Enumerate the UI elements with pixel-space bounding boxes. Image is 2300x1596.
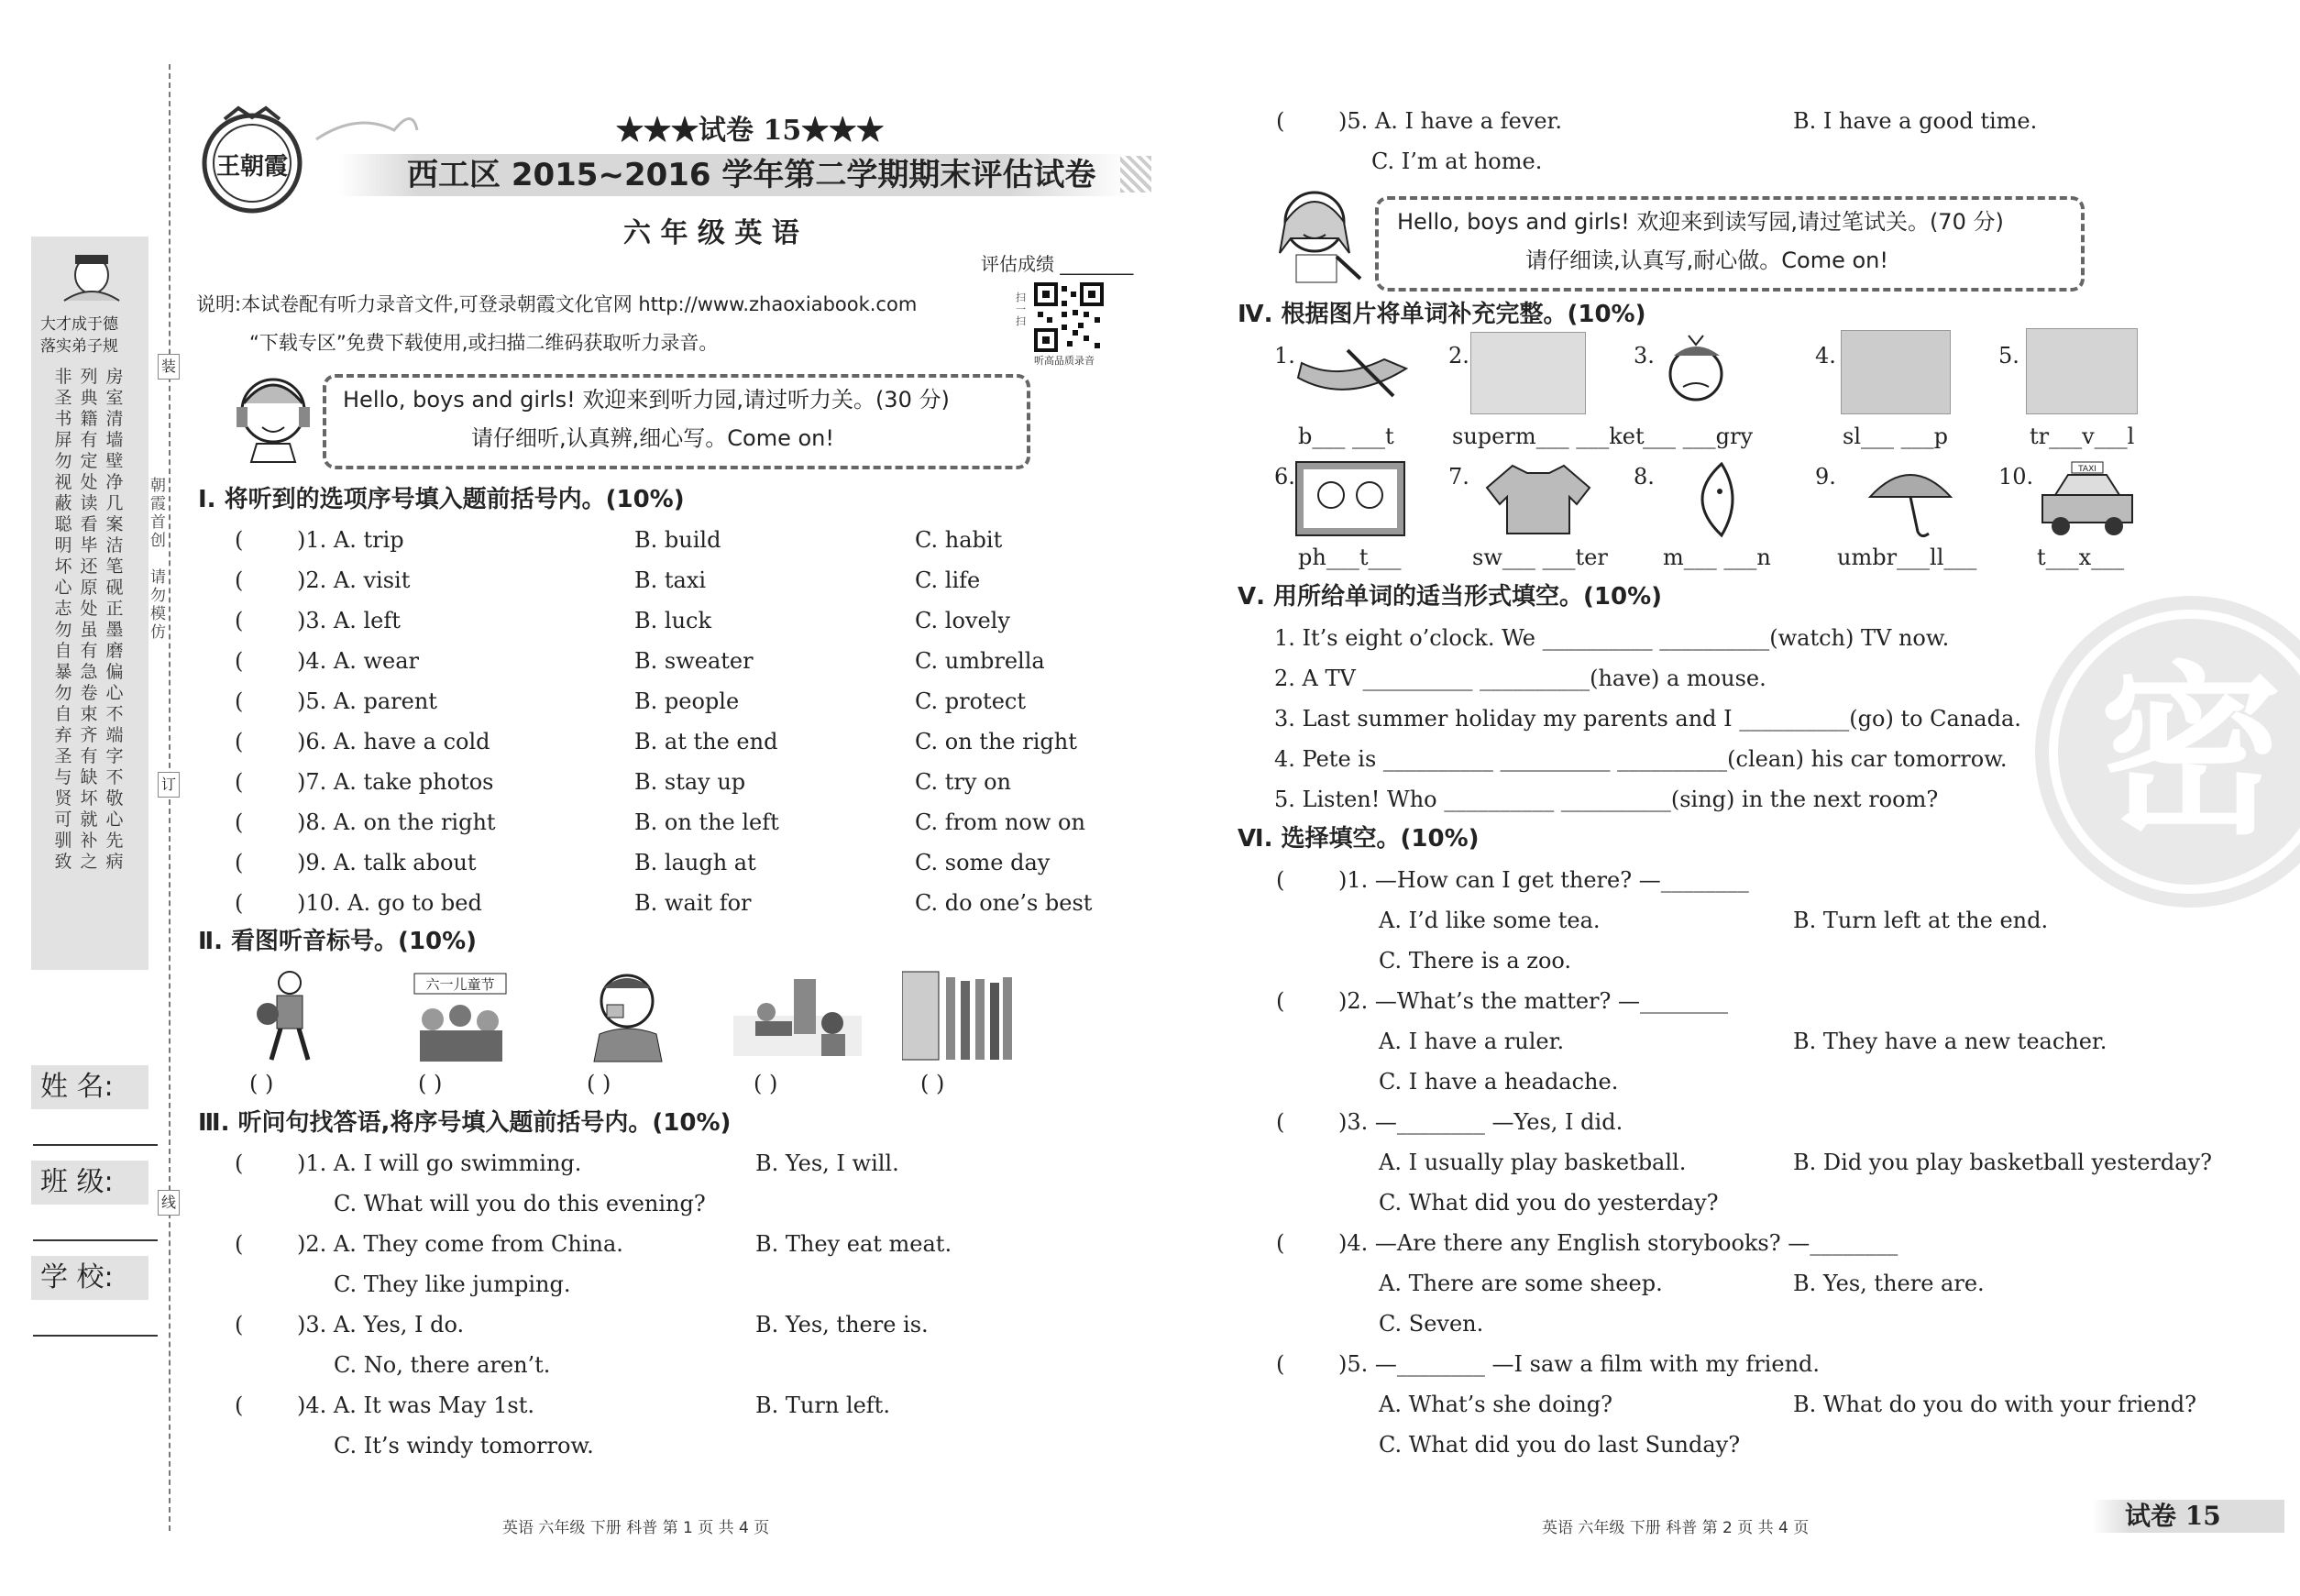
choice-question: )5. —________ —I saw a film with my friend. xyxy=(1338,1351,1821,1377)
umbrella-picture xyxy=(1865,458,1956,541)
question-option-a: )1. A. trip xyxy=(297,527,404,553)
question-option-b: B. sweater xyxy=(634,648,754,674)
section-1-heading: Ⅰ. 将听到的选项序号填入题前括号内。(10%) xyxy=(198,486,685,513)
question-option-b: B. stay up xyxy=(634,769,746,795)
fill-sentence[interactable]: 3. Last summer holiday my parents and I __________(go) to Canada. xyxy=(1274,706,2021,732)
exam-title: 西工区 2015~2016 学年第二学期期末评估试卷 xyxy=(407,157,1096,193)
ribbon-icon xyxy=(312,103,422,158)
question-option-a: )5. A. I have a fever. xyxy=(1338,108,1562,134)
moon-picture xyxy=(1679,458,1745,541)
question-option-c: C. I’m at home. xyxy=(1371,149,1543,174)
girl-headphones-icon xyxy=(229,367,321,468)
answer-paren[interactable]: ( xyxy=(235,688,244,714)
answer-paren[interactable]: ( xyxy=(1276,1109,1285,1135)
logo-text: 王朝霞 xyxy=(215,153,289,181)
answer-option-b: B. Turn left. xyxy=(755,1392,890,1418)
question-option-b: B. wait for xyxy=(634,890,752,916)
taking-photos-picture xyxy=(733,972,862,1060)
school-line[interactable] xyxy=(33,1335,158,1337)
confidential-stamp xyxy=(2026,587,2300,917)
question-option-c: C. protect xyxy=(915,688,1026,714)
choice-option-b: B. What do you do with your friend? xyxy=(1793,1392,2197,1417)
footer-badge: 试卷 15 xyxy=(2125,1501,2221,1531)
word-blank[interactable]: t___x___ xyxy=(2037,545,2125,570)
question-option-a: )7. A. take photos xyxy=(297,769,494,795)
motto-line-1: 大才成于德 xyxy=(40,315,118,334)
boat-picture xyxy=(1293,341,1412,414)
question-option-a: )9. A. talk about xyxy=(297,850,477,875)
answer-paren[interactable]: ( xyxy=(235,890,244,916)
choice-option-a: A. What’s she doing? xyxy=(1379,1392,1613,1417)
boy-sick-picture xyxy=(583,968,675,1063)
cut-mark: 装 xyxy=(158,354,180,380)
cut-line xyxy=(169,64,171,1531)
answer-option-c: C. What will you do this evening? xyxy=(334,1191,706,1216)
answer-paren[interactable]: ( xyxy=(235,1392,244,1418)
choice-option-c: C. What did you do yesterday? xyxy=(1379,1190,1719,1216)
fill-sentence[interactable]: 4. Pete is __________ __________ __________(clean) his car tomorrow. xyxy=(1274,746,2008,772)
boy-basketball-picture xyxy=(248,968,330,1063)
qr-caption: 听高品质录音 xyxy=(1034,355,1095,367)
answer-paren[interactable]: ( xyxy=(235,809,244,835)
supermarket-picture xyxy=(1470,332,1586,414)
people-queue-picture xyxy=(902,968,1016,1063)
answer-paren[interactable]: ( xyxy=(235,608,244,633)
word-blank[interactable]: umbr___ll___ xyxy=(1837,545,1977,570)
stamp-character: 密 xyxy=(2098,646,2283,860)
choice-option-a: A. I’d like some tea. xyxy=(1379,908,1601,933)
answer-option-a: )4. A. It was May 1st. xyxy=(297,1392,534,1418)
picture-answer-blank[interactable]: ( ) xyxy=(587,1071,611,1096)
word-number: 7. xyxy=(1448,464,1469,490)
section-6-heading: Ⅵ. 选择填空。(10%) xyxy=(1238,825,1480,853)
choice-option-c: C. What did you do last Sunday? xyxy=(1379,1432,1741,1458)
question-option-b: B. people xyxy=(634,688,740,714)
fill-sentence[interactable]: 2. A TV __________ __________(have) a mouse. xyxy=(1274,666,1766,691)
word-blank[interactable]: sw___ ___ter xyxy=(1472,545,1608,570)
word-blank[interactable]: sl___ ___p xyxy=(1843,424,1948,449)
listening-intro-line-1: Hello, boys and girls! 欢迎来到听力园,请过听力关。(30 分) xyxy=(343,387,950,413)
section-2-heading: Ⅱ. 看图听音标号。(10%) xyxy=(198,928,478,955)
choice-option-a: A. I usually play basketball. xyxy=(1379,1150,1687,1175)
score-field[interactable]: 评估成绩 ________ xyxy=(981,253,1134,275)
word-number: 5. xyxy=(1998,343,2019,369)
name-line[interactable] xyxy=(33,1144,158,1146)
qr-code-icon[interactable] xyxy=(1034,282,1104,352)
answer-paren[interactable]: ( xyxy=(235,648,244,674)
answer-paren[interactable]: ( xyxy=(235,769,244,795)
choice-option-c: C. Seven. xyxy=(1379,1311,1484,1337)
question-option-b: B. luck xyxy=(634,608,712,633)
choice-option-c: C. I have a headache. xyxy=(1379,1069,1619,1095)
logo-badge xyxy=(183,101,321,220)
picture-answer-blank[interactable]: ( ) xyxy=(920,1071,945,1096)
listening-intro-line-2: 请仔细听,认真辨,细心写。Come on! xyxy=(471,425,834,451)
word-blank[interactable]: superm___ ___ket xyxy=(1452,424,1645,449)
class-line[interactable] xyxy=(33,1239,158,1241)
word-number: 3. xyxy=(1634,343,1655,369)
name-label: 姓 名: xyxy=(31,1065,149,1109)
choice-question: )1. —How can I get there? —________ xyxy=(1338,867,1749,893)
word-blank[interactable]: ph___t___ xyxy=(1298,545,1402,570)
answer-option-b: B. Yes, there is. xyxy=(755,1312,929,1337)
question-option-a: )3. A. left xyxy=(297,608,401,633)
word-blank[interactable]: ___ ___gry xyxy=(1643,424,1754,449)
taxi-picture xyxy=(2037,458,2138,539)
choice-option-b: B. Did you play basketball yesterday? xyxy=(1793,1150,2212,1175)
travel-picture xyxy=(2026,328,2138,414)
question-option-a: )10. A. go to bed xyxy=(297,890,482,916)
word-number: 6. xyxy=(1274,464,1295,490)
cut-mark: 线 xyxy=(158,1190,180,1216)
photo-picture xyxy=(1294,460,1406,537)
question-option-c: C. on the right xyxy=(915,729,1077,754)
writing-intro-line-1: Hello, boys and girls! 欢迎来到读写园,请过笔试关。(70 分) xyxy=(1397,209,2004,235)
question-option-c: C. from now on xyxy=(915,809,1085,835)
answer-paren[interactable]: ( xyxy=(1276,867,1285,893)
vertical-note: 朝霞首创 xyxy=(150,477,166,550)
word-blank[interactable]: m___ ___n xyxy=(1663,545,1771,570)
question-option-a: )5. A. parent xyxy=(297,688,437,714)
word-number: 10. xyxy=(1998,464,2034,490)
answer-paren[interactable]: ( xyxy=(1276,988,1285,1014)
question-option-b: B. on the left xyxy=(634,809,779,835)
question-option-a: )8. A. on the right xyxy=(297,809,496,835)
question-option-c: C. do one’s best xyxy=(915,890,1093,916)
question-option-b: B. laugh at xyxy=(634,850,756,875)
section-3-heading: Ⅲ. 听问句找答语,将序号填入题前括号内。(10%) xyxy=(198,1109,732,1137)
choice-question: )4. —Are there any English storybooks? —________ xyxy=(1338,1230,1898,1256)
note-line-2: “下载专区”免费下载使用,或扫描二维码获取听力录音。 xyxy=(249,332,719,354)
word-number: 8. xyxy=(1634,464,1655,490)
motto-column-3: 房室清墙壁净几案洁笔砚正墨磨偏心不端字不敬心先病 xyxy=(105,367,124,872)
exam-number: ★★★试卷 15★★★ xyxy=(616,115,885,147)
question-option-c: C. life xyxy=(915,567,981,593)
answer-option-c: C. It’s windy tomorrow. xyxy=(334,1433,594,1458)
choice-option-b: B. Yes, there are. xyxy=(1793,1271,1985,1296)
question-option-a: )6. A. have a cold xyxy=(297,729,490,754)
answer-option-b: B. They eat meat. xyxy=(755,1231,952,1257)
qr-side-text: 扫一扫 xyxy=(1016,292,1026,327)
answer-paren[interactable]: ( xyxy=(235,1150,244,1176)
answer-paren[interactable]: ( xyxy=(235,1231,244,1257)
question-option-b: B. build xyxy=(634,527,721,553)
question-option-c: C. habit xyxy=(915,527,1003,553)
school-label: 学 校: xyxy=(31,1256,149,1300)
question-option-b: B. taxi xyxy=(634,567,707,593)
answer-paren[interactable]: ( xyxy=(235,527,244,553)
poster-text: 六一儿童节 xyxy=(425,976,495,993)
answer-option-a: )1. A. I will go swimming. xyxy=(297,1150,582,1176)
writing-intro-line-2: 请仔细读,认真写,耐心做。Come on! xyxy=(1525,248,1888,273)
choice-question: )3. —________ —Yes, I did. xyxy=(1338,1109,1623,1135)
word-blank[interactable]: tr___v___l xyxy=(2030,424,2135,449)
banner-pattern xyxy=(1120,156,1151,193)
fill-sentence[interactable]: 1. It’s eight o’clock. We __________ __________(watch) TV now. xyxy=(1274,625,1950,651)
motto-column-1: 非圣书屏勿视蔽聪明坏心志勿自暴勿自弃圣与贤可驯致 xyxy=(54,367,72,872)
word-number: 9. xyxy=(1815,464,1836,490)
answer-paren[interactable]: ( xyxy=(1276,1230,1285,1256)
answer-paren[interactable]: ( xyxy=(1276,108,1285,134)
answer-paren[interactable]: ( xyxy=(1276,1351,1285,1377)
sleep-picture xyxy=(1841,330,1951,414)
word-blank[interactable]: b___ ___t xyxy=(1298,424,1394,449)
word-number: 1. xyxy=(1274,343,1295,369)
section-4-heading: Ⅳ. 根据图片将单词补充完整。(10%) xyxy=(1238,301,1646,328)
choice-option-a: A. I have a ruler. xyxy=(1379,1029,1565,1054)
motto-line-2: 落实弟子规 xyxy=(40,337,118,356)
angry-girl-picture xyxy=(1656,332,1738,414)
scholar-icon xyxy=(55,246,128,306)
question-option-c: C. try on xyxy=(915,769,1011,795)
answer-paren[interactable]: ( xyxy=(235,1312,244,1337)
question-option-a: )4. A. wear xyxy=(297,648,420,674)
answer-paren[interactable]: ( xyxy=(235,567,244,593)
taxi-sign: TAXI xyxy=(2078,465,2096,474)
childrens-day-picture xyxy=(411,970,512,1065)
picture-answer-blank[interactable]: ( ) xyxy=(249,1071,274,1096)
question-option-b: B. I have a good time. xyxy=(1793,108,2038,134)
question-option-c: C. lovely xyxy=(915,608,1010,633)
answer-option-c: C. They like jumping. xyxy=(334,1271,571,1297)
picture-answer-blank[interactable]: ( ) xyxy=(754,1071,778,1096)
picture-answer-blank[interactable]: ( ) xyxy=(418,1071,443,1096)
sweater-picture xyxy=(1481,460,1595,537)
question-option-c: C. umbrella xyxy=(915,648,1045,674)
girl-writing-icon xyxy=(1272,183,1373,286)
answer-option-b: B. Yes, I will. xyxy=(755,1150,899,1176)
class-label: 班 级: xyxy=(31,1161,149,1205)
choice-option-b: B. They have a new teacher. xyxy=(1793,1029,2107,1054)
note-line-1: 说明:本试卷配有听力录音文件,可登录朝霞文化官网 http://www.zhaoxiabook.com xyxy=(196,293,918,315)
vertical-note: 请勿模仿 xyxy=(150,568,166,642)
choice-option-c: C. There is a zoo. xyxy=(1379,948,1572,974)
footer-right: 英语 六年级 下册 科普 第 2 页 共 4 页 xyxy=(1542,1519,1810,1537)
choice-option-a: A. There are some sheep. xyxy=(1379,1271,1663,1296)
cut-mark: 订 xyxy=(158,772,180,798)
answer-paren[interactable]: ( xyxy=(235,729,244,754)
section-5-heading: Ⅴ. 用所给单词的适当形式填空。(10%) xyxy=(1238,583,1663,611)
choice-option-b: B. Turn left at the end. xyxy=(1793,908,2049,933)
fill-sentence[interactable]: 5. Listen! Who __________ __________(sing) in the next room? xyxy=(1274,787,1939,812)
answer-option-a: )3. A. Yes, I do. xyxy=(297,1312,465,1337)
motto-column-2: 列典籍有定处读看毕还原处虽有急卷束齐有缺坏就补之 xyxy=(80,367,98,872)
subject-title: 六 年 级 英 语 xyxy=(623,217,799,249)
answer-option-a: )2. A. They come from China. xyxy=(297,1231,623,1257)
answer-paren[interactable]: ( xyxy=(235,850,244,875)
question-option-b: B. at the end xyxy=(634,729,778,754)
word-number: 4. xyxy=(1815,343,1836,369)
question-option-c: C. some day xyxy=(915,850,1051,875)
footer-left: 英语 六年级 下册 科普 第 1 页 共 4 页 xyxy=(502,1519,770,1537)
answer-option-c: C. No, there aren’t. xyxy=(334,1352,551,1378)
question-option-a: )2. A. visit xyxy=(297,567,411,593)
word-number: 2. xyxy=(1448,343,1469,369)
choice-question: )2. —What’s the matter? —________ xyxy=(1338,988,1729,1014)
